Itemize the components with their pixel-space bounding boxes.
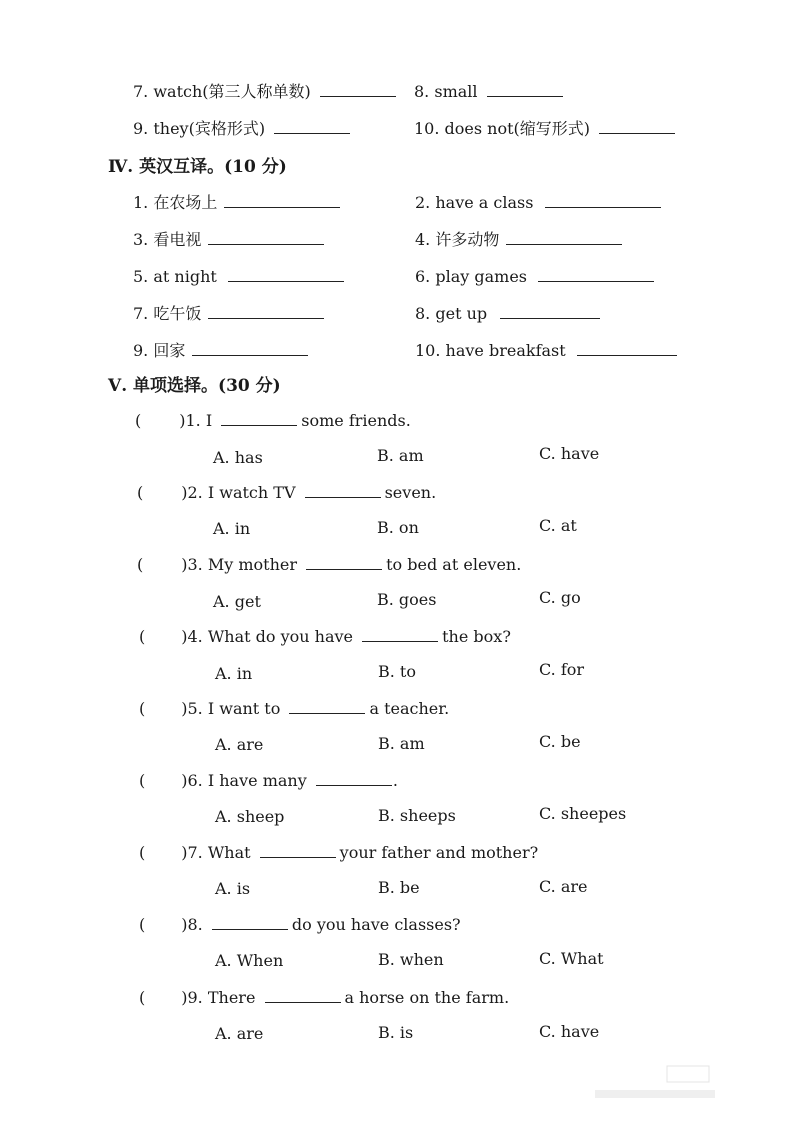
answer-blank[interactable] [274,119,350,134]
answer-blank[interactable] [500,304,600,319]
question-8: ( )8. do you have classes? [139,915,461,934]
answer-blank[interactable] [506,230,622,245]
answer-paren-open[interactable]: ( [139,627,146,646]
question-blank [221,411,297,426]
option-c[interactable]: C. have [539,1022,600,1041]
translate-item-5: 5. at night [133,267,344,287]
answer-blank[interactable] [208,304,324,319]
option-b[interactable]: B. am [377,446,424,465]
translate-item-4: 4. 许多动物 [415,230,622,250]
answer-blank[interactable] [192,341,308,356]
answer-paren-open[interactable]: ( [137,483,144,502]
answer-blank[interactable] [228,267,344,282]
option-c[interactable]: C. go [539,588,581,607]
section-4-heading: Ⅳ. 英汉互译。(10 分) [108,157,287,177]
answer-paren-open[interactable]: ( [135,411,142,430]
answer-blank[interactable] [224,193,340,208]
option-c[interactable]: C. sheepes [539,804,627,823]
question-blank [260,843,336,858]
option-c[interactable]: C. for [539,660,585,679]
question-blank [316,771,392,786]
option-c[interactable]: C. What [539,949,604,968]
option-a[interactable]: A. has [213,448,263,467]
option-a[interactable]: A. are [215,1024,264,1043]
answer-blank[interactable] [577,341,677,356]
option-a[interactable]: A. in [215,664,253,683]
option-c[interactable]: C. are [539,877,588,896]
translate-item-9: 9. 回家 [133,341,308,361]
answer-paren-open[interactable]: ( [139,843,146,862]
watermark-logo [585,1062,725,1104]
option-a[interactable]: A. in [213,519,251,538]
option-c[interactable]: C. have [539,444,600,463]
answer-paren-open[interactable]: ( [139,771,146,790]
section-5-heading: Ⅴ. 单项选择。(30 分) [108,376,281,396]
question-blank [306,555,382,570]
answer-paren-open[interactable]: ( [139,988,146,1007]
answer-paren-open[interactable]: ( [137,555,144,574]
answer-paren-open[interactable]: ( [139,699,146,718]
translate-item-7: 7. 吃午饭 [133,304,324,324]
translate-item-3: 3. 看电视 [133,230,324,250]
translate-item-2: 2. have a class [415,193,661,213]
option-b[interactable]: B. am [378,734,425,753]
translate-item-6: 6. play games [415,267,654,287]
question-4: ( )4. What do you have the box? [139,627,511,646]
option-b[interactable]: B. goes [377,590,437,609]
option-b[interactable]: B. be [378,878,420,897]
question-blank [265,988,341,1003]
option-a[interactable]: A. sheep [215,807,285,826]
option-c[interactable]: C. be [539,732,581,751]
answer-paren-open[interactable]: ( [139,915,146,934]
answer-blank[interactable] [599,119,675,134]
option-a[interactable]: A. are [215,735,264,754]
question-7: ( )7. What your father and mother? [139,843,539,862]
translate-item-10: 10. have breakfast [415,341,677,361]
question-blank [362,627,438,642]
word-item-8: 8. small [414,82,563,102]
option-a[interactable]: A. get [213,592,261,611]
option-b[interactable]: B. is [378,1023,414,1042]
question-5: ( )5. I want to a teacher. [139,699,450,718]
question-1: ( )1. I some friends. [135,411,411,430]
translate-item-8: 8. get up [415,304,600,324]
answer-blank[interactable] [545,193,661,208]
answer-blank[interactable] [320,82,396,97]
option-b[interactable]: B. when [378,950,444,969]
answer-blank[interactable] [538,267,654,282]
option-a[interactable]: A. is [215,879,251,898]
word-item-10: 10. does not(缩写形式) [414,119,675,139]
option-b[interactable]: B. on [377,518,419,537]
option-a[interactable]: A. When [215,951,284,970]
option-b[interactable]: B. sheeps [378,806,456,825]
question-3: ( )3. My mother to bed at eleven. [137,555,522,574]
question-blank [305,483,381,498]
question-6: ( )6. I have many . [139,771,398,790]
option-b[interactable]: B. to [378,662,416,681]
question-2: ( )2. I watch TV seven. [137,483,437,502]
answer-blank[interactable] [487,82,563,97]
translate-item-1: 1. 在农场上 [133,193,340,213]
option-c[interactable]: C. at [539,516,577,535]
word-item-9: 9. they(宾格形式) [133,119,350,139]
question-9: ( )9. There a horse on the farm. [139,988,510,1007]
question-blank [289,699,365,714]
answer-blank[interactable] [208,230,324,245]
question-blank [212,915,288,930]
word-item-7: 7. watch(第三人称单数) [133,82,396,102]
